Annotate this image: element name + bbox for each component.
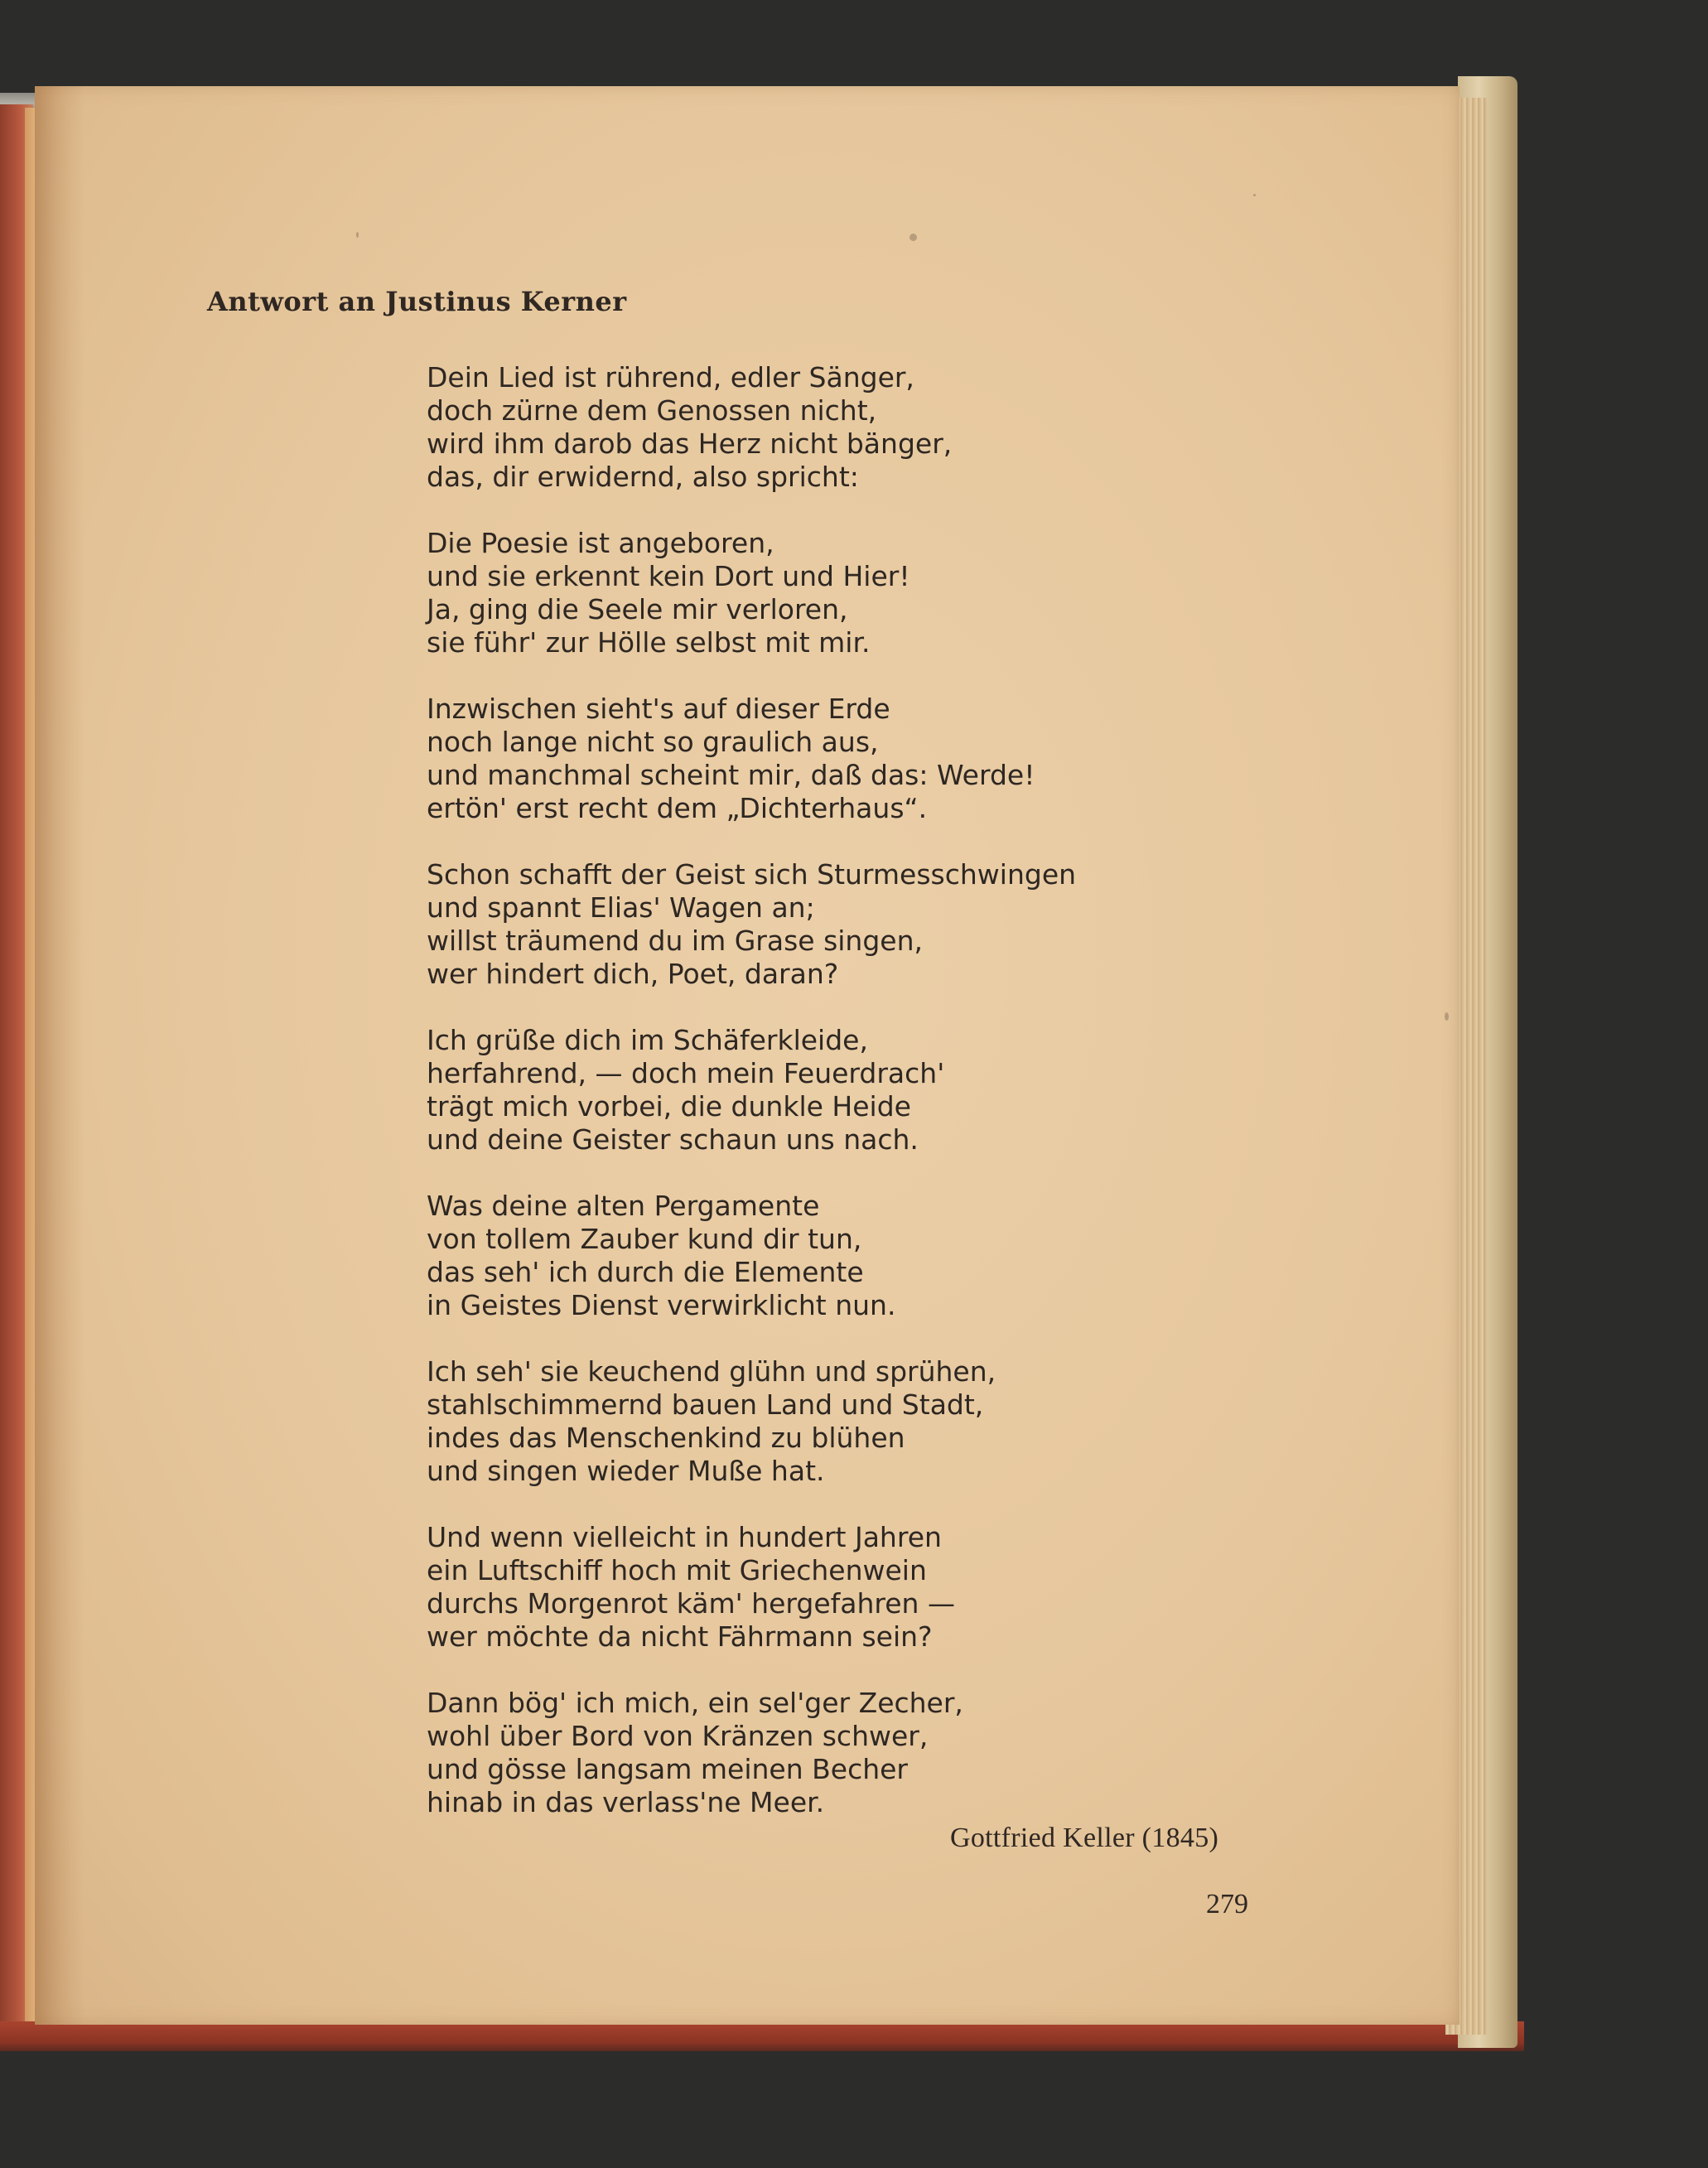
stanza (427, 693, 1271, 825)
poem-line: Ich seh' sie keuchend glühn und sprühen, (427, 1355, 996, 1388)
paper-speck (909, 234, 917, 241)
poem-line: Schon schafft der Geist sich Sturmesschwingen (427, 858, 1077, 891)
stanza (427, 1024, 1271, 1156)
stanza (427, 1190, 1271, 1322)
poem-line: Ja, ging die Seele mir verloren, (427, 593, 848, 625)
poem-line: durchs Morgenrot käm' hergefahren — (427, 1587, 955, 1620)
poem-line: Ich grüße dich im Schäferkleide, (427, 1024, 868, 1056)
stanza (427, 858, 1271, 991)
page-number: 279 (1206, 1889, 1248, 1919)
poem-line: wer hindert dich, Poet, daran? (427, 958, 839, 990)
poem-line: Inzwischen sieht's auf dieser Erde (427, 693, 890, 725)
poem-line: Die Poesie ist angeboren, (427, 527, 774, 559)
stanza (427, 527, 1271, 659)
poem-line: von tollem Zauber kund dir tun, (427, 1223, 862, 1255)
poem-line: sie führ' zur Hölle selbst mit mir. (427, 626, 871, 659)
stanza (427, 361, 1271, 494)
poem-line: Dein Lied ist rührend, edler Sänger, (427, 361, 914, 394)
poem-line: ertön' erst recht dem „Dichterhaus“. (427, 792, 928, 824)
poem-line: herfahrend, — doch mein Feuerdrach' (427, 1057, 945, 1089)
paper-speck (1253, 194, 1256, 196)
author-attribution: Gottfried Keller (1845) (950, 1823, 1219, 1853)
poem-line: das, dir erwidernd, also spricht: (427, 461, 859, 493)
stanza (427, 1521, 1271, 1654)
poem-line: und spannt Elias' Wagen an; (427, 891, 815, 924)
poem-line: trägt mich vorbei, die dunkle Heide (427, 1090, 911, 1123)
poem-line: und manchmal scheint mir, daß das: Werde! (427, 759, 1035, 791)
poem-line: ein Luftschiff hoch mit Griechenwein (427, 1554, 927, 1586)
poem-line: das seh' ich durch die Elemente (427, 1256, 864, 1288)
paper-speck (356, 232, 359, 238)
stanza (427, 1687, 1271, 1819)
poem-title: Antwort an Justinus Kerner (207, 286, 627, 317)
poem-line: und singen wieder Muße hat. (427, 1455, 825, 1487)
poem-line: wohl über Bord von Kränzen schwer, (427, 1720, 929, 1752)
stanza (427, 1355, 1271, 1488)
poem-line: noch lange nicht so graulich aus, (427, 726, 879, 758)
poem-line: willst träumend du im Grase singen, (427, 925, 923, 957)
poem-line: in Geistes Dienst verwirklicht nun. (427, 1289, 896, 1321)
poem-line: und deine Geister schaun uns nach. (427, 1123, 919, 1156)
poem-line: wer möchte da nicht Fährmann sein? (427, 1620, 933, 1653)
poem-line: Dann bög' ich mich, ein sel'ger Zecher, (427, 1687, 963, 1719)
poem-line: und gösse langsam meinen Becher (427, 1753, 908, 1785)
paper-speck (1445, 1012, 1449, 1021)
poem-line: Und wenn vielleicht in hundert Jahren (427, 1521, 942, 1553)
poem-line: Was deine alten Pergamente (427, 1190, 820, 1222)
poem-line: hinab in das verlass'ne Meer. (427, 1786, 825, 1818)
poem-line: wird ihm darob das Herz nicht bänger, (427, 427, 953, 460)
poem-line: indes das Menschenkind zu blühen (427, 1422, 905, 1454)
poem-body (427, 361, 1271, 1852)
book-cover-bottom-edge (0, 2021, 1524, 2051)
poem-line: stahlschimmernd bauen Land und Stadt, (427, 1388, 984, 1421)
poem-line: doch zürne dem Genossen nicht, (427, 394, 877, 427)
poem-line: und sie erkennt kein Dort und Hier! (427, 560, 910, 592)
